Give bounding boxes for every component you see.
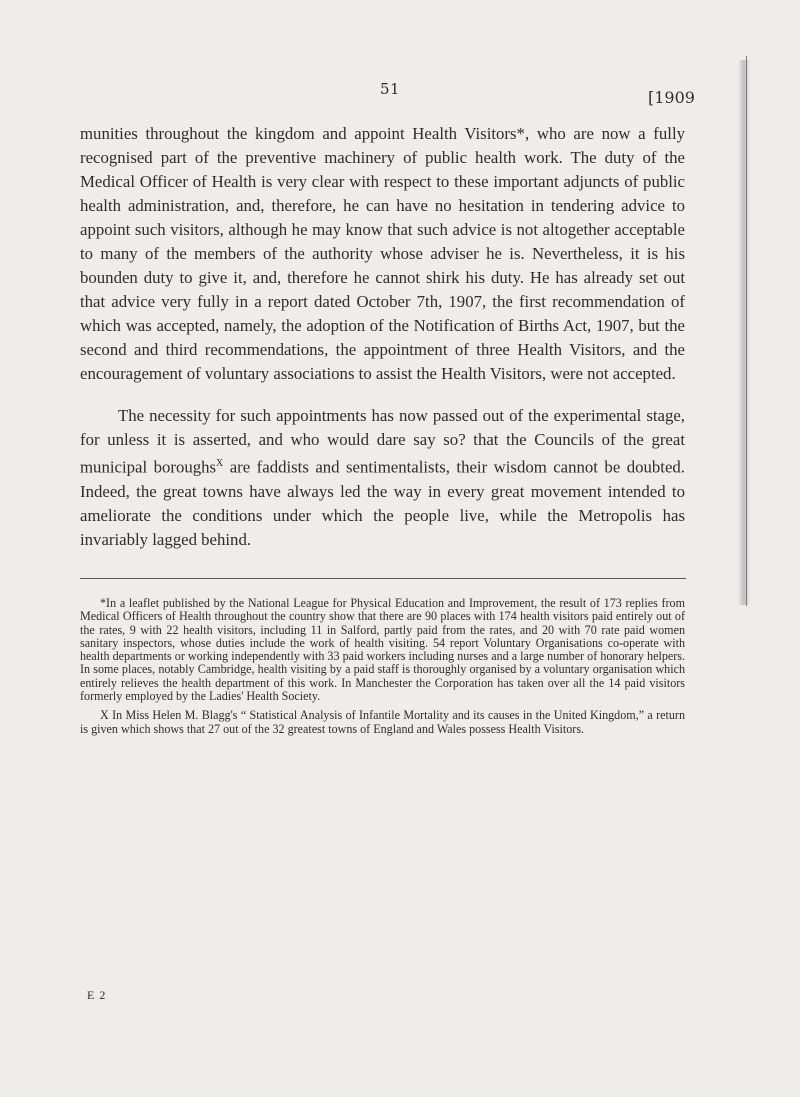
page-number: 51	[380, 80, 401, 98]
body-text-segment: The necessity for such appointments has now passed out of the experimental stage, for unless it is asserted, and who would dare say so? that the Councils of the great municipal boroughs	[80, 406, 685, 477]
footnotes	[80, 597, 685, 736]
body-paragraph	[80, 404, 685, 552]
page-edge-shadow	[738, 60, 750, 605]
footnote: *In a leaflet published by the National League for Physical Education and Improvement, the result of 173 replies from Medical Officers of Health throughout the country show that there are 90 places with 174 health visitors paid entirely out of the rates, 9 with 22 health visitors, including 11 in Salford, partly paid from the rates, and 20 with 70 rate paid women sanitary inspectors, whose duties include the work of health visiting. 54 report Voluntary Organisations co-operate with health departments or working independently with 33 paid workers including nurses and a large number of honorary helpers. In some places, notably Cambridge, health visiting by a paid staff is thoroughly organised by a voluntary organisation which entirely relieves the health department of this work. In Manchester the Corporation has taken over all the 14 paid visitors formerly employed by the Ladies' Health Society.	[80, 596, 685, 704]
page-edge-line	[746, 56, 747, 606]
signature-mark: E 2	[87, 988, 107, 1002]
footnote: X In Miss Helen M. Blagg's “ Statistical Analysis of Infantile Mortality and its causes in the United Kingdom,” a return is given which shows that 27 out of the 32 greatest towns of England and Wales possess Health Visitors.	[80, 708, 685, 736]
footnote-separator	[80, 578, 686, 579]
body-text	[80, 122, 685, 552]
running-year: [1909	[648, 88, 695, 107]
footnote-marker: X	[216, 458, 224, 469]
body-text-segment: are faddists and sentimentalists, their wisdom cannot be doubted. Indeed, the great towns have always led the way in every great movement intended to ameliorate the conditions under which the people live, while the Metropolis has invariably lagged behind.	[80, 457, 685, 549]
body-paragraph: munities throughout the kingdom and appoint Health Visitors*, who are now a fully recognised part of the preventive machinery of public health work. The duty of the Medical Officer of Health is very clear with respect to these important adjuncts of public health administration, and, therefore, he can have no hesitation in tendering advice to appoint such visitors, although he may know that such advice is not altogether acceptable to many of the members of the authority whose adviser he is. Nevertheless, it is his bounden duty to give it, and, therefore he cannot shirk his duty. He has already set out that advice very fully in a report dated October 7th, 1907, the first recommendation of which was accepted, namely, the adoption of the Notification of Births Act, 1907, but the second and third recommendations, the appointment of three Health Visitors, and the encouragement of voluntary associations to assist the Health Visitors, were not accepted.	[80, 124, 685, 383]
